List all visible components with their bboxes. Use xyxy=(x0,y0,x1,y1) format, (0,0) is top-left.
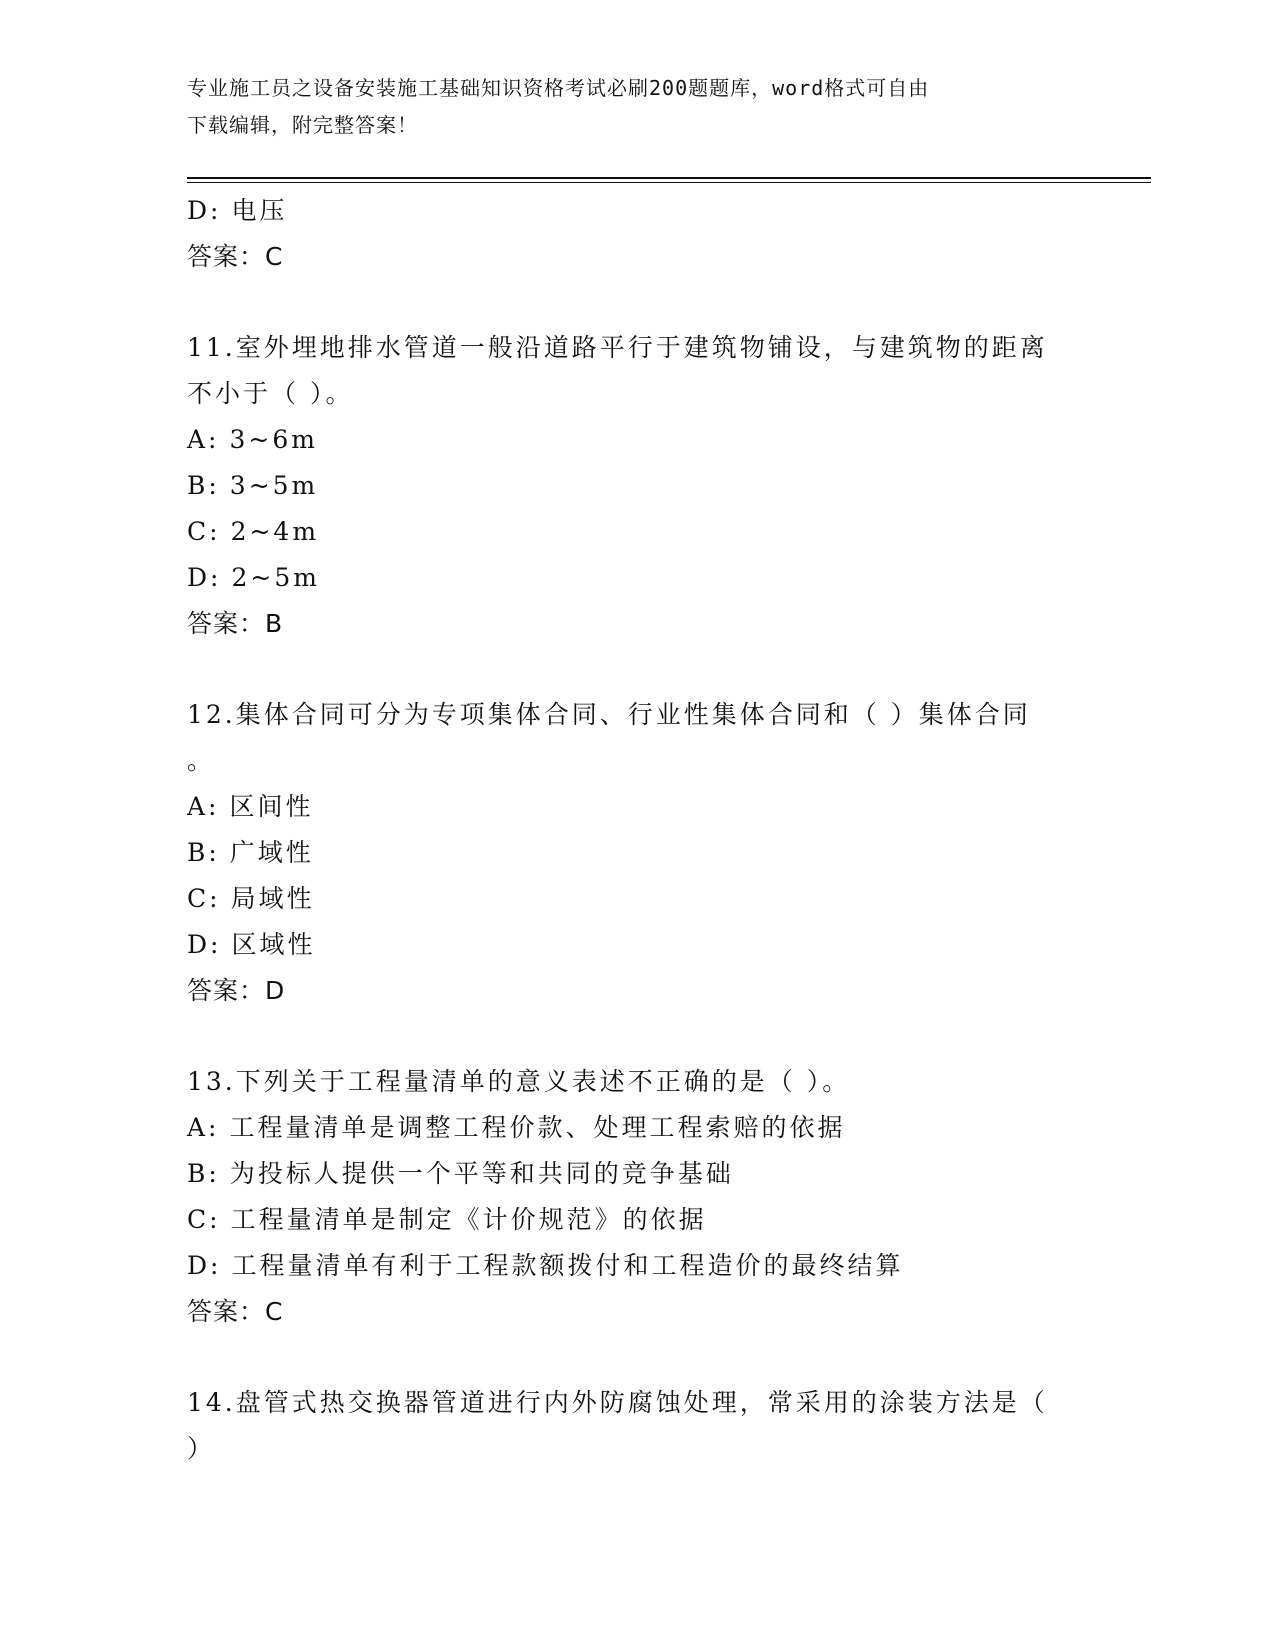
option-row xyxy=(187,509,1087,555)
question-12-line-1: 12.集体合同可分为专项集体合同、行业性集体合同和（ ）集体合同 xyxy=(187,700,1031,729)
spacer xyxy=(187,647,1087,692)
option-text: 广域性 xyxy=(229,838,314,867)
option-key: C: xyxy=(187,517,221,546)
option-row xyxy=(187,784,1087,830)
document-header xyxy=(187,70,1087,144)
option-row xyxy=(187,463,1087,509)
option-row xyxy=(187,417,1087,463)
option-key: D: xyxy=(187,930,222,959)
spacer xyxy=(187,280,1087,325)
header-line-1: 专业施工员之设备安装施工基础知识资格考试必刷200题题库，word格式可自由 xyxy=(187,76,930,100)
header-rule-thick xyxy=(187,177,1151,179)
question-11-line-1: 11.室外埋地排水管道一般沿道路平行于建筑物铺设，与建筑物的距离 xyxy=(187,333,1048,362)
option-row xyxy=(187,1197,1087,1243)
option-row xyxy=(187,876,1087,922)
option-text: 区域性 xyxy=(231,930,316,959)
option-key: B: xyxy=(187,471,220,500)
option-text: 工程量清单是调整工程价款、处理工程索赔的依据 xyxy=(229,1113,846,1142)
option-text: 3~5m xyxy=(229,471,319,500)
answer-line: 答案：C xyxy=(187,242,284,271)
question-14-line-1: 14.盘管式热交换器管道进行内外防腐蚀处理，常采用的涂装方法是（ xyxy=(187,1388,1048,1417)
option-row xyxy=(187,1105,1087,1151)
option-key: D: xyxy=(187,1251,222,1280)
option-text: 局域性 xyxy=(230,884,315,913)
option-text: 区间性 xyxy=(229,792,314,821)
option-key: C: xyxy=(187,1205,221,1234)
option-row xyxy=(187,830,1087,876)
question-12-line-2: 。 xyxy=(187,746,216,775)
option-text: 2~4m xyxy=(230,517,320,546)
header-line-2: 下载编辑，附完整答案！ xyxy=(187,113,418,137)
option-text: 工程量清单有利于工程款额拨付和工程造价的最终结算 xyxy=(231,1251,904,1280)
spacer xyxy=(187,1335,1087,1380)
answer-line: 答案：C xyxy=(187,1297,284,1326)
option-key: A: xyxy=(187,792,220,821)
document-body xyxy=(187,188,1087,1472)
option-text: 为投标人提供一个平等和共同的竞争基础 xyxy=(229,1159,734,1188)
option-row xyxy=(187,555,1087,601)
spacer xyxy=(187,1014,1087,1059)
option-row xyxy=(187,188,1087,234)
option-key: B: xyxy=(187,838,220,867)
option-key: C: xyxy=(187,884,221,913)
option-row xyxy=(187,1151,1087,1197)
option-text: 工程量清单是制定《计价规范》的依据 xyxy=(230,1205,707,1234)
option-row xyxy=(187,922,1087,968)
header-rule-thin xyxy=(187,182,1151,183)
question-13-line-1: 13.下列关于工程量清单的意义表述不正确的是（ ）。 xyxy=(187,1067,851,1096)
option-key: A: xyxy=(187,1113,220,1142)
option-text: 2~5m xyxy=(231,563,320,592)
option-key: D: xyxy=(187,196,222,225)
answer-line: 答案：D xyxy=(187,976,286,1005)
option-row xyxy=(187,1243,1087,1289)
answer-line: 答案：B xyxy=(187,609,284,638)
question-11-line-2: 不小于（ ）。 xyxy=(187,379,354,408)
option-text: 电压 xyxy=(231,196,288,225)
option-key: D: xyxy=(187,563,222,592)
question-14-line-2: ） xyxy=(187,1434,216,1463)
option-key: B: xyxy=(187,1159,220,1188)
option-key: A: xyxy=(187,425,220,454)
option-text: 3~6m xyxy=(229,425,318,454)
